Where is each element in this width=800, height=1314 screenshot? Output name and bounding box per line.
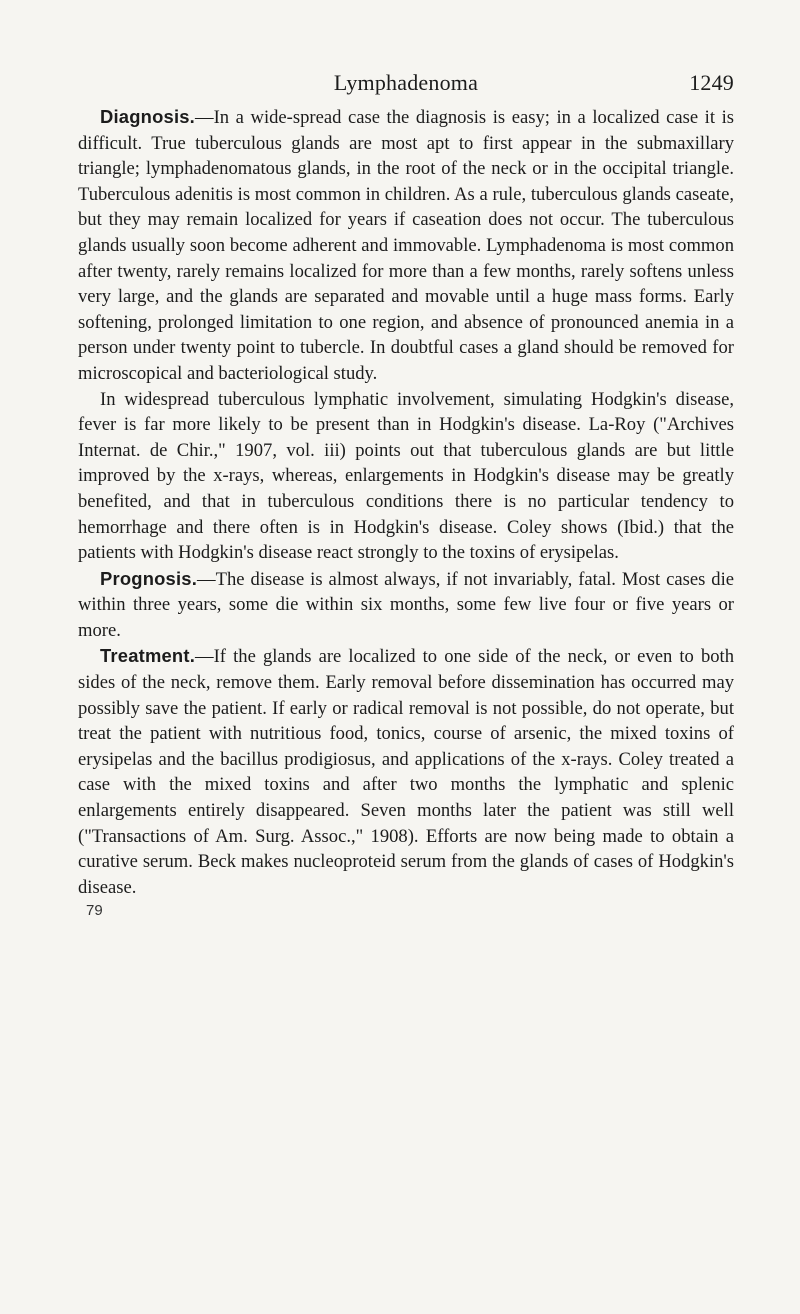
running-header — [78, 70, 734, 104]
page-number: 1249 — [689, 70, 734, 95]
diagnosis-paragraph — [78, 104, 734, 387]
diagnosis-continued-text: In widespread tuberculous lymphatic involvement, simulating Hodgkin's disease, fever is far more likely to be present than in Hodgkin's disease. La-Roy ("Archives Internat. de Chir.," 1907, vol. iii) points out that tuberculous glands are but little improved by the x-rays, whereas, enlargements in Hodgkin's disease may be greatly benefited, and that in tuberculous conditions there is no particular tendency to hemorrhage and there often is in Hodgkin's disease. Coley shows (Ibid.) that the patients with Hodgkin's disease react strongly to the toxins of erysipelas. — [78, 388, 734, 564]
treatment-paragraph — [78, 643, 734, 900]
running-title: Lymphadenoma — [333, 70, 479, 95]
book-page — [78, 70, 734, 919]
diagnosis-heading: Diagnosis. — [100, 106, 195, 127]
diagnosis-continued-paragraph — [78, 387, 734, 566]
treatment-heading: Treatment. — [100, 645, 196, 667]
prognosis-text: —The disease is almost always, if not invariably, fatal. Most cases die within three years, some die within six months, some few live four or five years or more. — [78, 568, 734, 641]
signature-mark: 79 — [86, 902, 103, 920]
prognosis-paragraph — [78, 566, 734, 644]
prognosis-heading: Prognosis. — [100, 567, 198, 589]
diagnosis-text: —In a wide-spread case the diagnosis is easy; in a localized case it is difficult. True tuberculous glands are most apt to first appear in the submaxillary triangle; lymphadenomatous glands, in the root of the neck or in the occipital triangle. Tuberculous adenitis is most common in children. As a rule, tuberculous glands caseate, but they may remain localized for years if caseation does not occur. The tuberculous glands usually soon become adherent and immovable. Lymphadenoma is most common after twenty, rarely remains localized for more than a few months, rarely softens unless very large, and the glands are separated and movable until a huge mass forms. Early softening, prolonged limitation to one region, and absence of pronounced anemia in a person under twenty point to tubercle. In doubtful cases a gland should be removed for microscopical and bacteriological study. — [78, 107, 734, 384]
treatment-text: —If the glands are localized to one side of the neck, or even to both sides of the neck, remove them. Early removal before dissemination has occurred may possibly save the patient. If early or radical removal is not possible, do not operate, but treat the patient with nutritious food, tonics, course of arsenic, the mixed toxins of erysipelas and the bacillus prodigiosus, and applications of the x-rays. Coley treated a case with the mixed toxins and after two months the lymphatic and splenic enlargements entirely disappeared. Seven months later the patient was still well ("Transactions of Am. Surg. Assoc.," 1908). Efforts are now being made to obtain a curative serum. Beck makes nucleoproteid serum from the glands of cases of Hodgkin's disease. — [78, 646, 734, 898]
